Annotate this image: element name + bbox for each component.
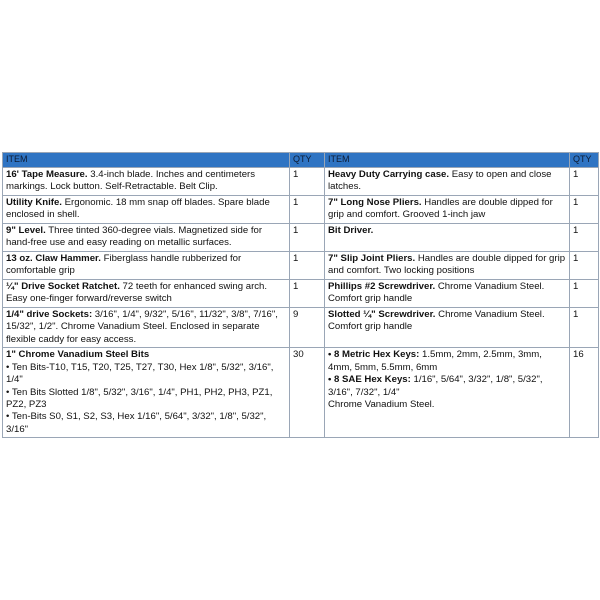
item-description: Three tinted 360-degree vials. Magnetized side for hand-free use and easy reading on metallic surfaces. xyxy=(6,224,263,249)
item-name: 1/4" drive Sockets: xyxy=(6,308,93,320)
table-row xyxy=(3,279,599,307)
header-item-left: ITEM xyxy=(3,153,290,168)
tool-kit-table xyxy=(2,152,599,438)
table-row xyxy=(3,348,599,438)
qty-cell: 1 xyxy=(570,195,599,223)
qty-cell: 1 xyxy=(290,168,325,196)
bits-cell xyxy=(3,348,290,438)
item-description: 3/16", 1/4", 9/32", 5/16", 11/32", 3/8", 7/16", 15/32", 1/2". Chrome Vanadium Steel. Enclosed in separate flexible caddy for easy access. xyxy=(6,308,278,345)
table-row xyxy=(3,251,599,279)
item-cell xyxy=(3,251,290,279)
hex-keys-cell xyxy=(325,348,570,438)
qty-cell: 1 xyxy=(570,251,599,279)
item-cell xyxy=(325,223,570,251)
item-description: Ergonomic. 18 mm snap off blades. Spare blade enclosed in shell. xyxy=(6,196,270,221)
qty-cell: 30 xyxy=(290,348,325,438)
bits-title: 1" Chrome Vanadium Steel Bits xyxy=(6,349,150,361)
item-name: 7" Slip Joint Pliers. xyxy=(328,252,416,264)
item-cell xyxy=(3,307,290,347)
qty-cell: 1 xyxy=(570,223,599,251)
item-name: 16' Tape Measure. xyxy=(6,169,88,180)
item-description: Easy to open and close latches. xyxy=(328,169,552,193)
item-description: Fiberglass handle rubberized for comfortable grip xyxy=(6,252,242,277)
metric-hex-keys-name: • 8 Metric Hex Keys: xyxy=(328,349,420,361)
header-item-right: ITEM xyxy=(325,153,570,168)
item-name: Phillips #2 Screwdriver. xyxy=(328,280,436,292)
item-description: Handles are double dipped for grip and comfort. Grooved 1-inch jaw xyxy=(328,196,553,221)
item-name: ¼" Drive Socket Ratchet. xyxy=(6,280,120,292)
item-description: Handles are double dipped for grip and comfort. Two locking positions xyxy=(328,252,566,277)
item-description: 72 teeth for enhanced swing arch. Easy one-finger forward/reverse switch xyxy=(6,280,268,305)
qty-cell: 1 xyxy=(290,251,325,279)
item-name: 13 oz. Claw Hammer. xyxy=(6,252,101,264)
qty-cell: 1 xyxy=(570,279,599,307)
hex-keys-material-note: Chrome Vanadium Steel. xyxy=(328,398,435,410)
item-name: Utility Knife. xyxy=(6,196,62,208)
qty-cell: 1 xyxy=(570,307,599,347)
metric-hex-keys-desc: 1.5mm, 2mm, 2.5mm, 3mm, 4mm, 5mm, 5.5mm, 6mm xyxy=(328,349,542,373)
item-cell xyxy=(3,168,290,196)
item-name: Bit Driver. xyxy=(328,224,374,236)
header-qty-left: QTY xyxy=(290,153,325,168)
sae-hex-keys-name: • 8 SAE Hex Keys: xyxy=(328,374,411,386)
bits-line-slotted: • Ten Bits Slotted 1/8", 5/32", 3/16", 1/4", PH1, PH2, PH3, PZ1, PZ2, PZ3 xyxy=(6,386,273,410)
item-cell xyxy=(3,223,290,251)
qty-cell: 16 xyxy=(570,348,599,438)
table-row xyxy=(3,168,599,196)
item-cell xyxy=(325,279,570,307)
item-cell xyxy=(3,195,290,223)
item-cell xyxy=(325,251,570,279)
qty-cell: 1 xyxy=(570,168,599,196)
qty-cell: 1 xyxy=(290,195,325,223)
table-row xyxy=(3,307,599,347)
item-description: Chrome Vanadium Steel. Comfort grip handle xyxy=(328,280,545,305)
sae-hex-keys-desc: 1/16", 5/64", 3/32", 1/8", 5/32", 3/16", 7/32", 1/4" xyxy=(328,374,543,398)
item-name: 9" Level. xyxy=(6,224,46,236)
tool-list-container xyxy=(2,152,598,438)
item-name: Heavy Duty Carrying case. xyxy=(328,169,450,180)
header-qty-right: QTY xyxy=(570,153,599,168)
item-cell xyxy=(325,307,570,347)
item-name: 7" Long Nose Pliers. xyxy=(328,196,422,208)
qty-cell: 1 xyxy=(290,223,325,251)
bits-line-square: • Ten-Bits S0, S1, S2, S3, Hex 1/16", 5/64", 3/32", 1/8", 5/32", 3/16" xyxy=(6,411,267,435)
item-cell xyxy=(325,168,570,196)
qty-cell: 1 xyxy=(290,279,325,307)
item-description: 3.4-inch blade. Inches and centimeters markings. Lock button. Self-Retractable. Belt Clip. xyxy=(6,169,256,193)
table-row xyxy=(3,195,599,223)
table-row xyxy=(3,223,599,251)
qty-cell: 9 xyxy=(290,307,325,347)
item-description: Chrome Vanadium Steel. Comfort grip handle xyxy=(328,308,545,333)
item-cell xyxy=(325,195,570,223)
table-header-row xyxy=(3,153,599,168)
item-cell xyxy=(3,279,290,307)
item-name: Slotted ¼" Screwdriver. xyxy=(328,308,436,320)
bits-line-torx: • Ten Bits-T10, T15, T20, T25, T27, T30, Hex 1/8", 5/32", 3/16", 1/4" xyxy=(6,361,274,386)
